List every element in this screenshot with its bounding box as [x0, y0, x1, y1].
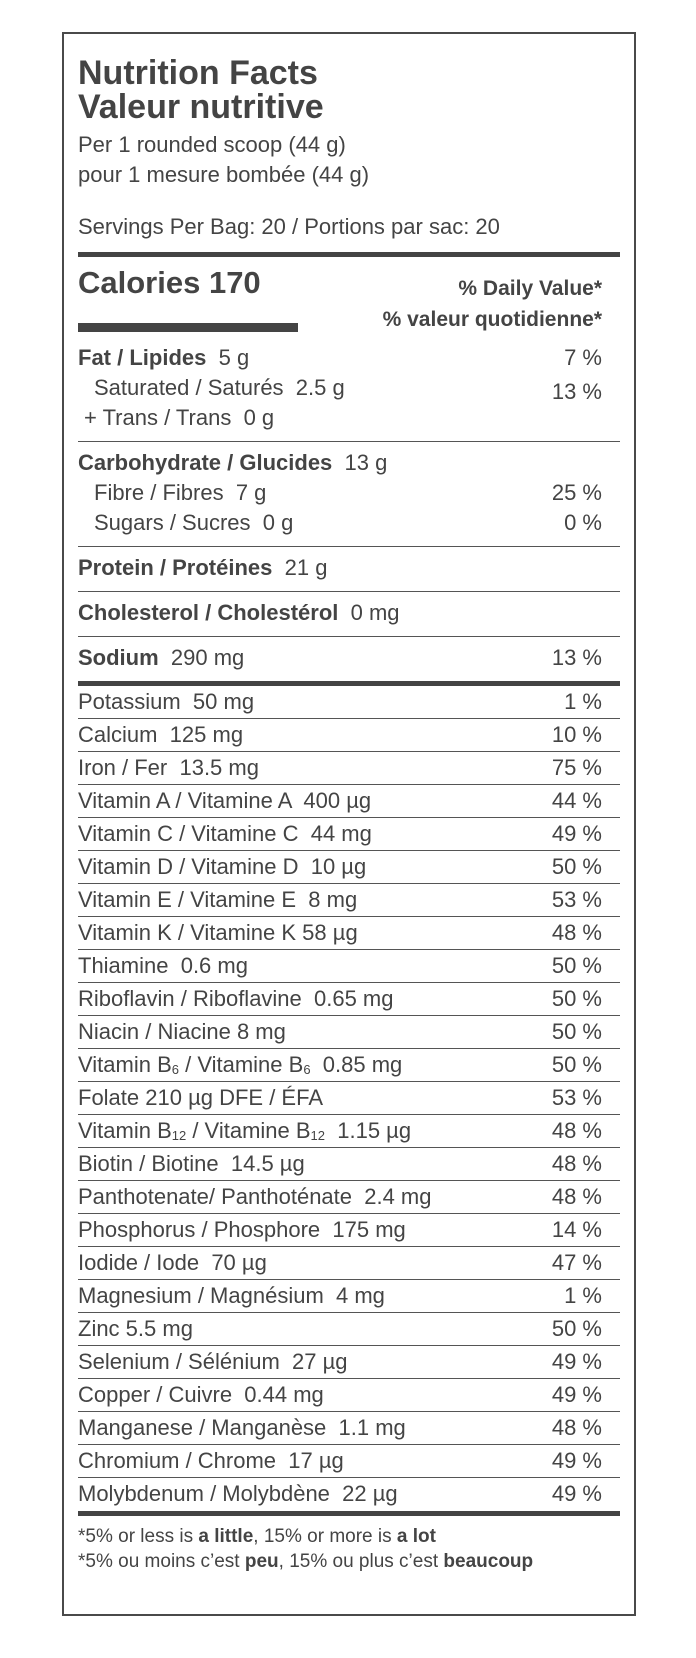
micronutrient-pct: 49 % — [551, 1349, 602, 1374]
sugars-row — [78, 508, 620, 538]
micronutrient-name: Zinc 5.5 mg — [78, 1316, 193, 1341]
sodium-group — [78, 637, 620, 681]
micronutrient-name: Copper / Cuivre 0.44 mg — [78, 1382, 324, 1407]
fibre-pct: 25 % — [551, 480, 602, 505]
serving-size-fr: pour 1 mesure bombée (44 g) — [78, 162, 370, 187]
micronutrient-row — [78, 1346, 620, 1379]
fibre-amount: 7 g — [235, 480, 267, 505]
micronutrient-name: Biotin / Biotine 14.5 µg — [78, 1151, 305, 1176]
micronutrient-pct: 14 % — [551, 1217, 602, 1242]
micronutrient-row — [78, 785, 620, 818]
micronutrient-row — [78, 686, 620, 719]
micronutrient-name: Potassium 50 mg — [78, 689, 255, 714]
micronutrient-row — [78, 1478, 620, 1511]
fibre-label: Fibre / Fibres — [94, 480, 224, 505]
sodium-row — [78, 643, 620, 673]
sodium-pct: 13 % — [551, 645, 602, 670]
footnote-en-text: *5% or less is — [78, 1526, 199, 1547]
footnote-fr-text: *5% ou moins c’est — [78, 1551, 245, 1572]
micronutrient-pct: 49 % — [551, 1481, 602, 1506]
sugars-pct: 0 % — [564, 510, 602, 535]
protein-row — [78, 553, 620, 583]
saturated-pct: 13 % — [551, 379, 602, 404]
micronutrient-name: Molybdenum / Molybdène 22 µg — [78, 1481, 398, 1506]
cholesterol-group — [78, 592, 620, 636]
micronutrient-pct: 47 % — [551, 1250, 602, 1275]
micronutrient-name: Vitamin A / Vitamine A 400 µg — [78, 788, 372, 813]
calories: Calories 170 — [78, 265, 261, 300]
micronutrient-list — [78, 686, 620, 1511]
fat-pct: 7 % — [564, 345, 602, 370]
micronutrient-subscript: 12 — [171, 1128, 187, 1143]
micronutrient-name: Selenium / Sélénium 27 µg — [78, 1349, 348, 1374]
micronutrient-name: Vitamin B — [78, 1118, 172, 1143]
micronutrient-name: Vitamin B — [78, 1052, 172, 1077]
saturated-row — [78, 373, 620, 403]
fat-amount: 5 g — [218, 345, 250, 370]
footnote-en-lot: a lot — [396, 1526, 436, 1547]
micronutrient-pct: 50 % — [551, 854, 602, 879]
micronutrient-pct: 49 % — [551, 1382, 602, 1407]
micronutrient-name: Folate 210 µg DFE / ÉFA — [78, 1085, 324, 1110]
micronutrient-name: Vitamin C / Vitamine C 44 mg — [78, 821, 372, 846]
micronutrient-row — [78, 1313, 620, 1346]
fat-label: Fat / Lipides — [78, 345, 207, 370]
micronutrient-name: Phosphorus / Phosphore 175 mg — [78, 1217, 406, 1242]
micronutrient-pct: 48 % — [551, 1415, 602, 1440]
daily-value-en: % Daily Value* — [458, 277, 602, 300]
micronutrient-pct: 1 % — [564, 1283, 602, 1308]
micronutrient-pct: 1 % — [564, 689, 602, 714]
trans-label: + Trans / Trans — [84, 405, 232, 430]
micronutrient-name: Calcium 125 mg — [78, 722, 244, 747]
micronutrient-pct: 49 % — [551, 1448, 602, 1473]
micronutrient-row — [78, 950, 620, 983]
micronutrient-row — [78, 1214, 620, 1247]
micronutrient-subscript: 6 — [303, 1062, 311, 1077]
cholesterol-label: Cholesterol / Cholestérol — [78, 600, 339, 625]
thick-divider — [78, 1511, 620, 1516]
micronutrient-name: Vitamin E / Vitamine E 8 mg — [78, 887, 358, 912]
micronutrient-row — [78, 1445, 620, 1478]
micronutrient-row — [78, 1181, 620, 1214]
micronutrient-row — [78, 1148, 620, 1181]
fat-row — [78, 343, 620, 373]
sugars-label: Sugars / Sucres — [94, 510, 251, 535]
micronutrient-row — [78, 1247, 620, 1280]
micronutrient-name: Vitamin K / Vitamine K 58 µg — [78, 920, 358, 945]
micronutrient-pct: 50 % — [551, 1019, 602, 1044]
micronutrient-row — [78, 1379, 620, 1412]
micronutrient-row — [78, 917, 620, 950]
sodium-label: Sodium — [78, 645, 159, 670]
footnote-fr-peu: peu — [244, 1551, 279, 1572]
micronutrient-subscript: 6 — [171, 1062, 179, 1077]
carb-group — [78, 442, 620, 546]
daily-value-header — [383, 273, 602, 335]
micronutrient-name: Manganese / Manganèse 1.1 mg — [78, 1415, 406, 1440]
fat-group — [78, 343, 620, 441]
micronutrient-pct: 10 % — [551, 722, 602, 747]
micronutrient-row — [78, 1049, 620, 1082]
micronutrient-name: Magnesium / Magnésium 4 mg — [78, 1283, 385, 1308]
micronutrient-name: Panthotenate/ Panthoténate 2.4 mg — [78, 1184, 432, 1209]
protein-amount: 21 g — [284, 555, 328, 580]
micronutrient-name: / Vitamine B — [178, 1052, 304, 1077]
micronutrient-row — [78, 1412, 620, 1445]
micronutrient-pct: 53 % — [551, 1085, 602, 1110]
footnote-en-little: a little — [198, 1526, 254, 1547]
micronutrient-pct: 48 % — [551, 920, 602, 945]
micronutrient-name: Thiamine 0.6 mg — [78, 953, 248, 978]
micronutrient-name: Niacin / Niacine 8 mg — [78, 1019, 286, 1044]
micronutrient-pct: 53 % — [551, 887, 602, 912]
trans-amount: 0 g — [243, 405, 275, 430]
title-en: Nutrition Facts — [78, 54, 318, 92]
nutrition-facts-content — [78, 56, 620, 1574]
calories-bar — [78, 323, 298, 332]
micronutrient-name: 1.15 µg — [325, 1118, 412, 1143]
micronutrient-pct: 50 % — [551, 1316, 602, 1341]
saturated-label: Saturated / Saturés — [94, 375, 284, 400]
fibre-row — [78, 478, 620, 508]
micronutrient-pct: 50 % — [551, 953, 602, 978]
saturated-amount: 2.5 g — [295, 375, 345, 400]
footnote — [78, 1524, 620, 1574]
nutrition-facts-panel — [62, 32, 636, 1616]
micronutrient-row — [78, 1115, 620, 1148]
micronutrient-row — [78, 818, 620, 851]
micronutrient-name: Iodide / Iode 70 µg — [78, 1250, 267, 1275]
micronutrient-row — [78, 983, 620, 1016]
micronutrient-row — [78, 1082, 620, 1115]
micronutrient-pct: 49 % — [551, 821, 602, 846]
trans-row — [78, 403, 620, 433]
micronutrient-row — [78, 851, 620, 884]
serving-size-en: Per 1 rounded scoop (44 g) — [78, 132, 346, 157]
micronutrient-pct: 48 % — [551, 1151, 602, 1176]
carb-label: Carbohydrate / Glucides — [78, 450, 333, 475]
micronutrient-row — [78, 884, 620, 917]
micronutrient-subscript: 12 — [310, 1128, 326, 1143]
micronutrient-row — [78, 719, 620, 752]
micronutrient-row — [78, 752, 620, 785]
serving-size — [78, 130, 620, 190]
footnote-fr — [78, 1549, 620, 1574]
micronutrient-name: Iron / Fer 13.5 mg — [78, 755, 259, 780]
micronutrient-pct: 50 % — [551, 986, 602, 1011]
calories-row — [78, 257, 620, 343]
footnote-en — [78, 1524, 620, 1549]
protein-group — [78, 547, 620, 591]
footnote-en-text: , 15% or more is — [253, 1526, 397, 1547]
cholesterol-amount: 0 mg — [350, 600, 400, 625]
micronutrient-name: Vitamin D / Vitamine D 10 µg — [78, 854, 367, 879]
sodium-amount: 290 mg — [170, 645, 245, 670]
servings-per-bag: Servings Per Bag: 20 / Portions par sac: 20 — [78, 214, 500, 239]
micronutrient-pct: 50 % — [551, 1052, 602, 1077]
footnote-fr-text: , 15% ou plus c’est — [278, 1551, 444, 1572]
micronutrient-pct: 44 % — [551, 788, 602, 813]
micronutrient-row — [78, 1016, 620, 1049]
micronutrient-name: Chromium / Chrome 17 µg — [78, 1448, 344, 1473]
micronutrient-name: Riboflavin / Riboflavine 0.65 mg — [78, 986, 394, 1011]
cholesterol-row — [78, 598, 620, 628]
title-fr: Valeur nutritive — [78, 88, 324, 126]
micronutrient-pct: 48 % — [551, 1118, 602, 1143]
micronutrient-row — [78, 1280, 620, 1313]
sugars-amount: 0 g — [262, 510, 294, 535]
micronutrient-name: / Vitamine B — [186, 1118, 311, 1143]
micronutrient-pct: 48 % — [551, 1184, 602, 1209]
micronutrient-name: 0.85 mg — [310, 1052, 403, 1077]
footnote-fr-beaucoup: beaucoup — [443, 1551, 534, 1572]
protein-label: Protein / Protéines — [78, 555, 273, 580]
daily-value-fr: % valeur quotidienne* — [382, 308, 602, 331]
micronutrient-pct: 75 % — [551, 755, 602, 780]
carb-row — [78, 448, 620, 478]
carb-amount: 13 g — [344, 450, 388, 475]
